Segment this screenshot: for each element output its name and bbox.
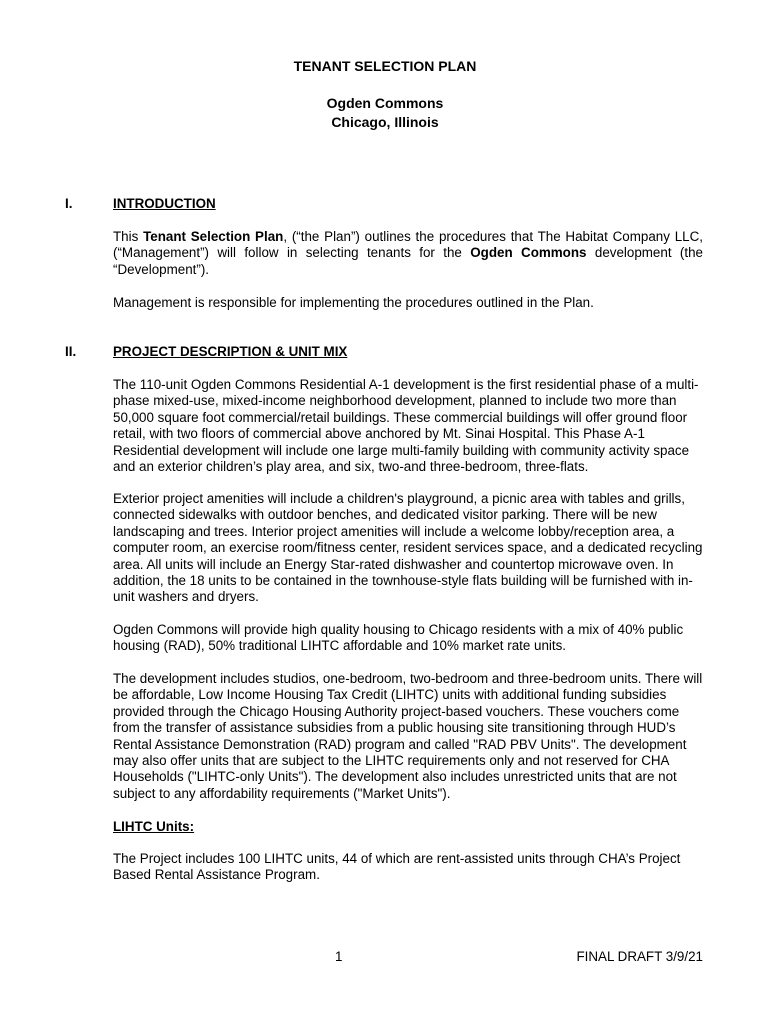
section-number-1: I.: [65, 196, 73, 211]
lihtc-paragraph: The Project includes 100 LIHTC units, 44 of which are rent-assisted units through CHA’s Project Based Rental Assistance Program.: [113, 851, 681, 883]
section-number-2: II.: [65, 344, 77, 359]
project-paragraph-3: Ogden Commons will provide high quality housing to Chicago residents with a mix of 40% public housing (RAD), 50% traditional LIHTC affordable and 10% market rate units.: [113, 622, 684, 654]
project-paragraph-2: Exterior project amenities will include a children's playground, a picnic area with tables and grills, connected sidewalks with outdoor benches, and dedicated visitor parking. There will be new landscaping and trees. Interior project amenities will include a welcome lobby/reception area, a computer room, an exercise room/fitness center, resident services space, and a dedicated recycling area. All units will include an Energy Star-rated dishwasher and countertop microwave oven. In addition, the 18 units to be contained in the townhouse-style flats building will be furnished with in-unit washers and dryers.: [113, 491, 703, 605]
property-name: Ogden Commons: [326, 95, 444, 111]
intro-responsibility-paragraph: Management is responsible for implementing the procedures outlined in the Plan.: [113, 295, 594, 310]
intro-paragraph: This Tenant Selection Plan, (“the Plan”) outlines the procedures that The Habitat Company LLC, (“Management”) will follow in selecting tenants for the Ogden Commons development (the “Development”).: [113, 229, 703, 277]
document-title: TENANT SELECTION PLAN: [293, 58, 477, 74]
draft-label: FINAL DRAFT 3/9/21: [576, 949, 703, 964]
section-heading-project-description: PROJECT DESCRIPTION & UNIT MIX: [113, 344, 348, 359]
lihtc-units-subheading: LIHTC Units:: [113, 819, 195, 834]
section-heading-introduction: INTRODUCTION: [113, 196, 216, 211]
project-paragraph-4: The development includes studios, one-bedroom, two-bedroom and three-bedroom units. There will be affordable, Low Income Housing Tax Credit (LIHTC) units with additional funding subsidies provided through the Chicago Housing Authority project-based vouchers. These vouchers come from the transfer of assistance subsidies from a public housing site transitioning through HUD’s Rental Assistance Demonstration (RAD) program and called "RAD PBV Units". The development may also offer units that are subject to the LIHTC requirements only and not reserved for CHA Households ("LIHTC-only Units"). The development also includes unrestricted units that are not subject to any affordability requirements ("Market Units").: [113, 671, 703, 801]
property-location: Chicago, Illinois: [331, 114, 439, 130]
project-paragraph-1: The 110-unit Ogden Commons Residential A-1 development is the first residential phase of a multi-phase mixed-use, mixed-income neighborhood development, planned to include two more than 50,000 square foot commercial/retail buildings. These commercial buildings will offer ground floor retail, with two floors of commercial above anchored by Mt. Sinai Hospital. This Phase A-1 Residential development will include one large multi-family building with community activity space and an exterior children’s play area, and six, two-and three-bedroom, three-flats.: [113, 377, 699, 475]
page-number: 1: [335, 949, 343, 964]
